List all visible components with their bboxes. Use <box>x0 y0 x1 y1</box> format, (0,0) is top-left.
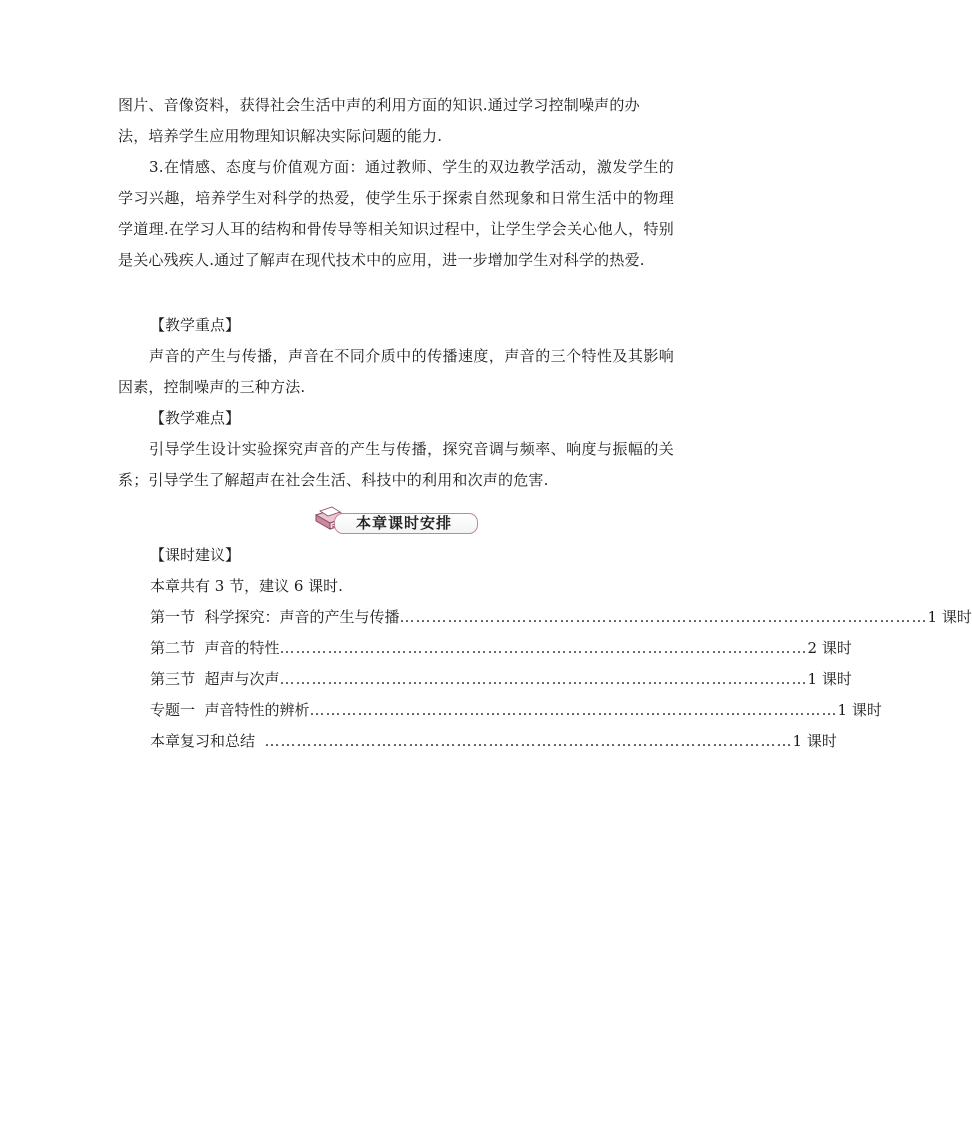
schedule-row-hours: 1 课时 <box>927 608 972 626</box>
schedule-row-hours: 2 课时 <box>807 639 852 657</box>
schedule-row <box>150 726 837 757</box>
paragraph-objectives-line1: 图片、音像资料，获得社会生活中声的利用方面的知识.通过学习控制噪声的办 <box>118 96 640 114</box>
schedule-row-hours: 1 课时 <box>837 701 882 719</box>
key-points-heading: 【教学重点】 <box>150 316 241 334</box>
schedule-heading: 【课时建议】 <box>150 546 241 564</box>
key-points-text: 声音的产生与传播，声音在不同介质中的传播速度，声音的三个特性及其影响因素，控制噪声的三种方法. <box>118 347 674 396</box>
paragraph-attitude: 3.在情感、态度与价值观方面：通过教师、学生的双边教学活动，激发学生的学习兴趣，培养学生对科学的热爱，使学生乐于探索自然现象和日常生活中的物理学道理.在学习人耳的结构和骨传导等相关知识过程中，让学生学会关心他人，特别是关心残疾人.通过了解声在现代技术中的应用，进一步增加学生对科学的热爱. <box>118 158 674 269</box>
dot-leader: ……………………………………………………………………………………… <box>399 608 928 626</box>
schedule-row-label: 本章复习和总结 <box>150 732 265 750</box>
schedule-row-label: 第三节 超声与次声 <box>150 670 280 688</box>
schedule-row <box>150 602 972 633</box>
schedule-summary: 本章共有 3 节，建议 6 课时. <box>150 577 343 595</box>
schedule-row <box>150 664 852 695</box>
difficulties-text: 引导学生设计实验探究声音的产生与传播，探究音调与频率、响度与振幅的关系；引导学生了解超声在社会生活、科技中的利用和次声的危害. <box>118 440 674 489</box>
dot-leader: ……………………………………………………………………………………… <box>279 670 808 688</box>
dot-leader: ……………………………………………………………………………………… <box>309 701 838 719</box>
schedule-row-hours: 1 课时 <box>807 670 852 688</box>
paragraph-objectives-line2: 法，培养学生应用物理知识解决实际问题的能力. <box>118 127 443 145</box>
schedule-row <box>150 633 852 664</box>
banner-title: 本章课时安排 <box>356 514 453 532</box>
schedule-row-label: 第一节 科学探究：声音的产生与传播 <box>150 608 400 626</box>
schedule-row-label: 第二节 声音的特性 <box>150 639 280 657</box>
dot-leader: ……………………………………………………………………………………… <box>264 732 793 750</box>
schedule-row <box>150 695 882 726</box>
difficulties-heading: 【教学难点】 <box>150 409 241 427</box>
schedule-row-hours: 1 课时 <box>792 732 837 750</box>
schedule-row-label: 专题一 声音特性的辨析 <box>150 701 310 719</box>
section-banner <box>312 505 480 535</box>
dot-leader: ……………………………………………………………………………………… <box>279 639 808 657</box>
